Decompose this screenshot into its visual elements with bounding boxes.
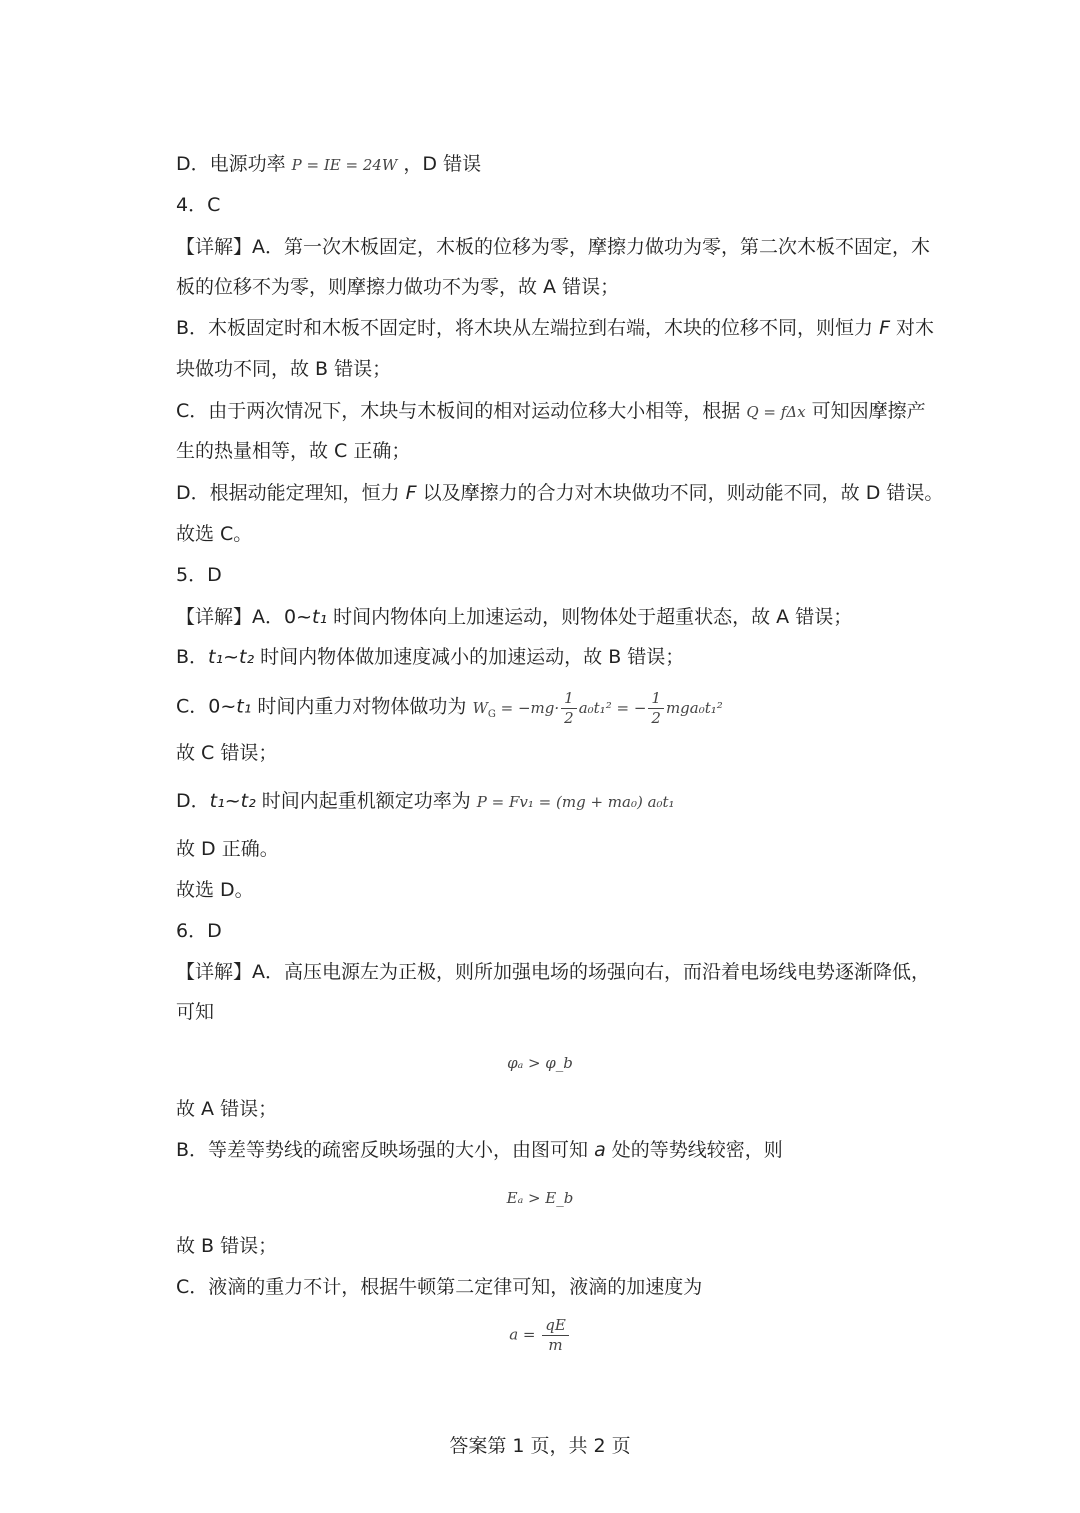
detail-6-a-conclusion: 故 A 错误； — [176, 1098, 278, 1120]
detail-4-a-2: 板的位移不为零，则摩擦力做功不为零，故 A 错误； — [176, 276, 620, 298]
formula-acceleration: a = $\frac{qE}{m}$ — [0, 1318, 1080, 1353]
answer-4: 4．C — [176, 194, 221, 216]
detail-6-a-2: 可知 — [176, 1001, 215, 1023]
detail-4-c-2: 生的热量相等，故 C 正确； — [176, 440, 411, 462]
page-footer: 答案第 1 页，共 2 页 — [449, 1435, 631, 1457]
detail-4-c-1: C．由于两次情况下，木块与木板间的相对运动位移大小相等，根据 Q = fΔx 可知因摩擦产 — [176, 400, 926, 422]
detail-6-b-conclusion: 故 B 错误； — [176, 1235, 278, 1257]
answer-5: 5．D — [176, 564, 222, 586]
detail-4-a-1: 【详解】A．第一次木板固定，木板的位移为零，摩擦力做功为零，第二次木板不固定，木 — [176, 236, 930, 258]
formula-field: Eₐ > E_b — [506, 1189, 574, 1207]
formula-p-ie: P = IE = 24W — [291, 156, 398, 174]
detail-6-a-1: 【详解】A．高压电源左为正极，则所加强电场的场强向右，而沿着电场线电势逐渐降低， — [176, 961, 930, 983]
line-d-power: D．电源功率 P = IE = 24W ，D 错误 — [176, 153, 482, 175]
detail-6-b: B．等差等势线的疏密反映场强的大小，由图可知 a 处的等势线较密，则 — [176, 1139, 783, 1161]
detail-5-a: 【详解】A．0~t₁ 时间内物体向上加速运动，则物体处于超重状态，故 A 错误； — [176, 606, 853, 628]
formula-q-f-dx: Q = fΔx — [746, 403, 806, 421]
formula-work-gravity: $W_G = -mg\cdot$ $\frac{1}{2}$ a₀t₁² = − $\frac{1}{2}$ mga₀t₁² — [472, 689, 723, 727]
detail-5-b: B．t₁~t₂ 时间内物体做加速度减小的加速运动，故 B 错误； — [176, 646, 685, 668]
detail-4-b-1: B．木板固定时和木板不固定时，将木块从左端拉到右端，木块的位移不同，则恒力 F 对木 — [176, 317, 935, 339]
detail-6-c: C．液滴的重力不计，根据牛顿第二定律可知，液滴的加速度为 — [176, 1276, 703, 1298]
choice-5: 故选 D。 — [176, 879, 254, 901]
detail-4-b-2: 块做功不同，故 B 错误； — [176, 358, 392, 380]
detail-5-c-conclusion: 故 C 错误； — [176, 742, 278, 764]
detail-5-c: C．0~t₁ 时间内重力对物体做功为 $W_G = -mg\cdot$ $\frac{1}{2}$ a₀t₁² = − $\frac{1}{2}$ mga₀t₁² — [176, 689, 723, 727]
answer-6: 6．D — [176, 920, 222, 942]
detail-5-d-conclusion: 故 D 正确。 — [176, 838, 279, 860]
formula-phi: φₐ > φ_b — [507, 1054, 573, 1072]
detail-5-d: D．t₁~t₂ 时间内起重机额定功率为 P = Fv₁ = (mg + ma₀) a₀t₁ — [176, 790, 675, 812]
choice-4: 故选 C。 — [176, 523, 253, 545]
formula-power: P = Fv₁ = (mg + ma₀) a₀t₁ — [476, 793, 675, 811]
detail-4-d: D．根据动能定理知，恒力 F 以及摩擦力的合力对木块做功不同，则动能不同，故 D 错误。 — [176, 482, 944, 504]
